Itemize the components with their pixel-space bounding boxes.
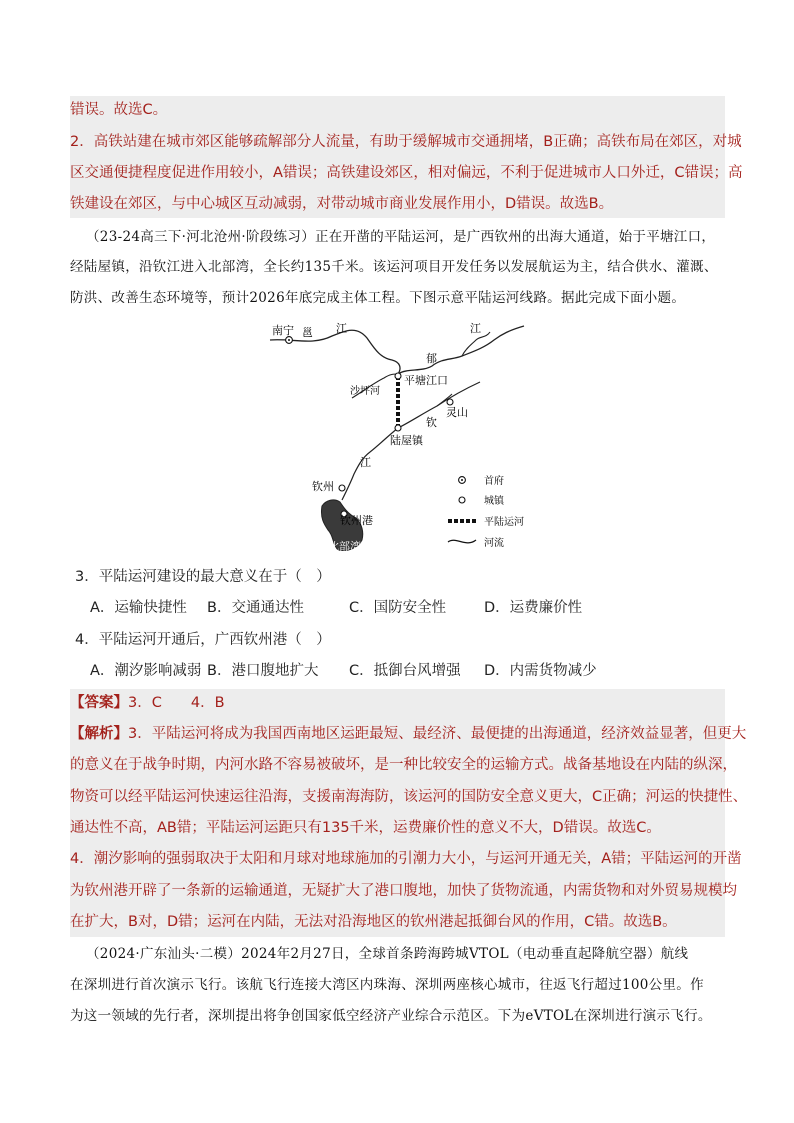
label-nanning: 南宁 [272,324,294,337]
passage-1-line-3: 防洪、改善生态环境等，预计2026年底完成主体工程。下图示意平陆运河线路。据此完成下面小题。 [70,290,686,306]
label-yong: 邕 [302,326,313,339]
analysis-3-line-2: 的意义在于战争时期，内河水路不容易被破坏，是一种比较安全的运输方式。战备基地设在内陆的纵深， [70,757,737,773]
label-lingshan: 灵山 [446,406,468,419]
yu-tributary [462,332,490,356]
analysis-4-line-2: 为钦州港开辟了一条新的运输通道，无疑扩大了港口腹地，加快了货物流通，内需货物和对外贸易规模均 [70,883,737,899]
q3-option-c[interactable]: C．国防安全性 [349,600,447,616]
legend-canal: 平陆运河 [484,517,524,528]
label-jiang-1: 江 [336,322,347,335]
label-qinzhougang: 钦州港 [340,514,373,527]
question-3-stem: 3．平陆运河建设的最大意义在于（ ） [75,569,331,585]
analysis-3-first: 3．平陆运河将成为我国西南地区运距最短、最经济、最便捷的出海通道，经济效益显著，但更大 [128,726,747,742]
q3-option-a[interactable]: A．运输快捷性 [90,600,187,616]
answer-line [70,693,725,713]
q4-option-d[interactable]: D．内需货物减少 [484,663,597,679]
legend-capital: 首府 [484,476,504,487]
analysis-line-1 [70,724,747,744]
q3-option-b[interactable]: B．交通通达性 [207,600,304,616]
label-jiang-2: 江 [470,322,481,335]
passage-2-line-2: 在深圳进行首次演示飞行。该航飞行连接大湾区内珠海、深圳两座核心城市，往返飞行超过100公里。作 [70,977,704,993]
passage-1-line-1: （23-24高三下·河北沧州·阶段练习）正在开凿的平陆运河，是广西钦州的出海大通道，始于平塘江口， [86,229,716,245]
analysis-tag: 【解析】 [70,726,128,742]
analysis-3-line-4: 通达性不高，AB错；平陆运河运距只有135千米，运费廉价性的意义不大，D错误。故选C。 [70,820,661,836]
legend-town: 城镇 [484,496,504,507]
label-beibuwan: 北部湾 [328,540,361,553]
label-shapinghe: 沙坪河 [350,386,380,397]
analysis-3-line-3: 物资可以经平陆运河快速运往沿海，支援南海海防，该运河的国防安全意义更大，C正确；河运的快捷性、 [70,789,748,805]
q4-option-a[interactable]: A．潮汐影响减弱 [90,663,202,679]
solution-2-line-3: 铁建设在郊区，与中心城区互动减弱，对带动城市商业发展作用小，D错误。故选B。 [70,196,614,212]
q4-option-b[interactable]: B．港口腹地扩大 [207,663,319,679]
answer-tag: 【答案】 [70,695,128,711]
label-pingtang: 平塘江口 [404,374,448,387]
passage-2-line-1: （2024·广东汕头·二模）2024年2月27日，全球首条跨海跨城VTOL（电动垂直起降航空器）航线 [86,946,689,962]
label-qinzhou: 钦州 [312,480,334,493]
label-qin: 钦 [426,416,437,429]
label-yu: 郁 [426,352,437,365]
question-4-stem: 4．平陆运河开通后，广西钦州港（ ） [75,632,331,648]
answer-text: 3．C 4．B [128,695,225,711]
previous-solution-tail: 错误。故选C。 [70,102,168,118]
solution-2-line-1: 2．高铁站建在城市郊区能够疏解部分人流量，有助于缓解城市交通拥堵，B正确；高铁布局在郊区，对城 [70,134,742,150]
pinglu-canal-map [262,318,542,553]
label-luwu: 陆屋镇 [390,434,423,447]
passage-2-line-3: 为这一领域的先行者，深圳提出将争创国家低空经济产业综合示范区。下为eVTOL在深圳进行演示飞行。 [70,1008,712,1024]
q4-option-c[interactable]: C．抵御台风增强 [349,663,461,679]
legend-river: 河流 [484,538,504,549]
analysis-4-line-3: 在扩大，B对，D错；运河在内陆，无法对沿海地区的钦州港起抵御台风的作用，C错。故选B。 [70,914,677,930]
label-jiang-3: 江 [360,456,371,469]
passage-1-line-2: 经陆屋镇，沿钦江进入北部湾，全长约135千米。该运河项目开发任务以发展航运为主，结合供水、灌溉、 [70,259,718,275]
solution-2-line-2: 区交通便捷程度促进作用较小，A错误；高铁建设郊区，相对偏远，不利于促进城市人口外迁，C错误；高 [70,165,743,181]
q3-option-d[interactable]: D．运费廉价性 [484,600,583,616]
analysis-4-line-1: 4．潮汐影响的强弱取决于太阳和月球对地球施加的引潮力大小，与运河开通无关，A错；平陆运河的开凿 [70,851,742,867]
